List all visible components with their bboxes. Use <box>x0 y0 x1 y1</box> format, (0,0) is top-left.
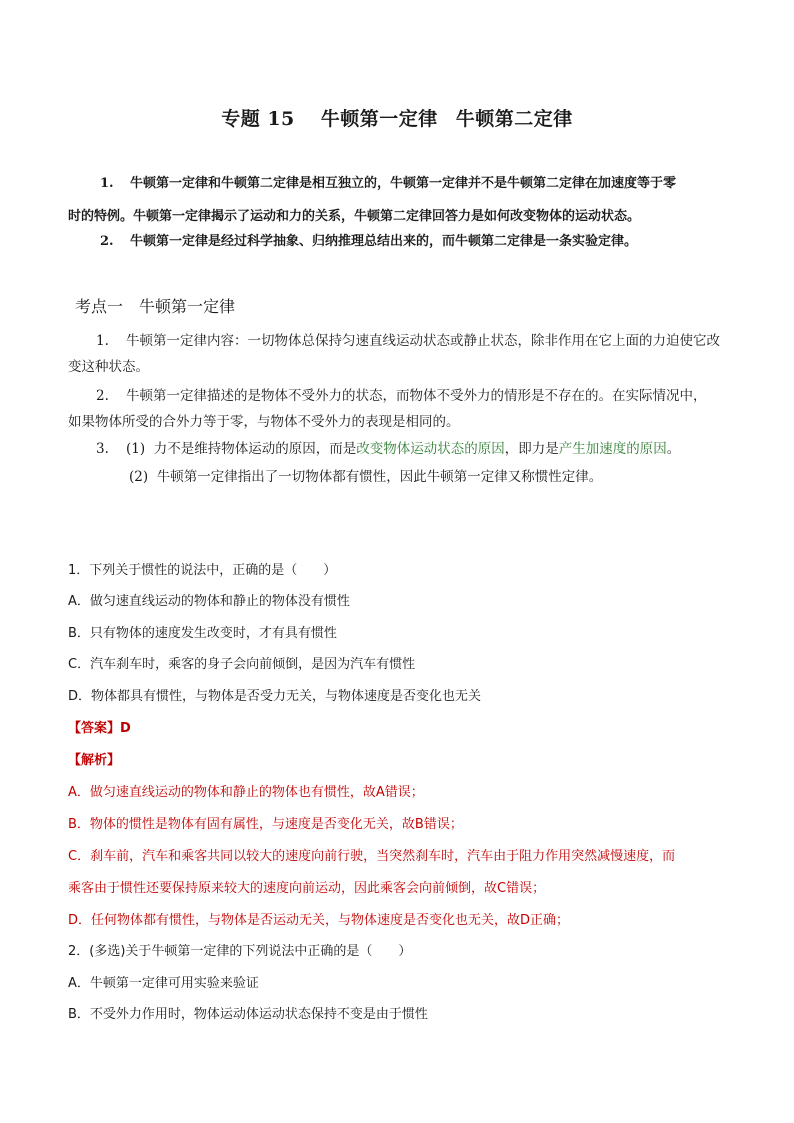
question-2-option-b: B．不受外力作用时，物体运动体运动状态保持不变是由于惯性 <box>68 1007 428 1022</box>
analysis-line-d: D．任何物体都有惯性，与物体是否运动无关，与物体速度是否变化也无关，故D正确； <box>68 913 570 928</box>
analysis-line-c-1: C．刹车前，汽车和乘客共同以较大的速度向前行驶，当突然刹车时，汽车由于阻力作用突然减慢速度，而 <box>68 849 676 864</box>
analysis-line-a: A．做匀速直线运动的物体和静止的物体也有惯性，故A错误； <box>68 785 424 800</box>
section-point-3-1: 3. (1) 力不是维持物体运动的原因，而是改变物体运动状态的原因，即力是产生加速度的原因。 <box>96 441 681 457</box>
intro-item-1-line-1: 1. 牛顿第一定律和牛顿第二定律是相互独立的，牛顿第一定律并不是牛顿第二定律在加速度等于零 <box>100 176 677 191</box>
intro-item-1-line-2: 时的特例。牛顿第一定律揭示了运动和力的关系，牛顿第二定律回答力是如何改变物体的运动状态。 <box>68 209 641 224</box>
page-title <box>0 104 794 131</box>
question-1-analysis-label: 【解析】 <box>68 753 121 768</box>
section-point-3-2: (2) 牛顿第一定律指出了一切物体都有惯性，因此牛顿第一定律又称惯性定律。 <box>129 469 603 485</box>
question-1-answer: 【答案】D <box>68 721 131 736</box>
section-heading: 考点一 牛顿第一定律 <box>75 297 236 316</box>
section-point-1-line-2: 变这种状态。 <box>68 359 149 375</box>
question-2-option-a: A．牛顿第一定律可用实验来验证 <box>68 976 259 991</box>
section-point-1-line-1: 1. 牛顿第一定律内容：一切物体总保持匀速直线运动状态或静止状态，除非作用在它上面的力迫使它改 <box>96 333 720 349</box>
question-1-option-c: C．汽车刹车时，乘客的身子会向前倾倒，是因为汽车有惯性 <box>68 657 416 672</box>
analysis-line-c-2: 乘客由于惯性还要保持原来较大的速度向前运动，因此乘客会向前倾倒，故C错误； <box>68 881 546 896</box>
title-topic-number: 专题 15 <box>221 108 295 130</box>
title-first-law: 牛顿第一定律 <box>320 108 438 130</box>
question-1-option-b: B．只有物体的速度发生改变时，才有具有惯性 <box>68 626 337 641</box>
title-second-law: 牛顿第二定律 <box>455 108 573 130</box>
question-1-stem: 1．下列关于惯性的说法中，正确的是（ ） <box>68 563 337 578</box>
question-2-stem: 2．(多选)关于牛顿第一定律的下列说法中正确的是（ ） <box>68 944 412 959</box>
highlight-change-motion-state: 改变物体运动状态的原因 <box>356 441 505 457</box>
section-point-2-line-1: 2. 牛顿第一定律描述的是物体不受外力的状态，而物体不受外力的情形是不存在的。在实际情况中， <box>96 388 707 404</box>
intro-item-2: 2. 牛顿第一定律是经过科学抽象、归纳推理总结出来的，而牛顿第二定律是一条实验定律。 <box>100 234 638 249</box>
question-1-option-d: D．物体都具有惯性，与物体是否受力无关，与物体速度是否变化也无关 <box>68 689 482 704</box>
section-point-2-line-2: 如果物体所受的合外力等于零，与物体不受外力的表现是相同的。 <box>68 414 460 430</box>
analysis-line-b: B．物体的惯性是物体有固有属性，与速度是否变化无关，故B错误； <box>68 817 463 832</box>
highlight-produce-acceleration: 产生加速度的原因 <box>558 441 667 457</box>
question-1-option-a: A．做匀速直线运动的物体和静止的物体没有惯性 <box>68 594 350 609</box>
